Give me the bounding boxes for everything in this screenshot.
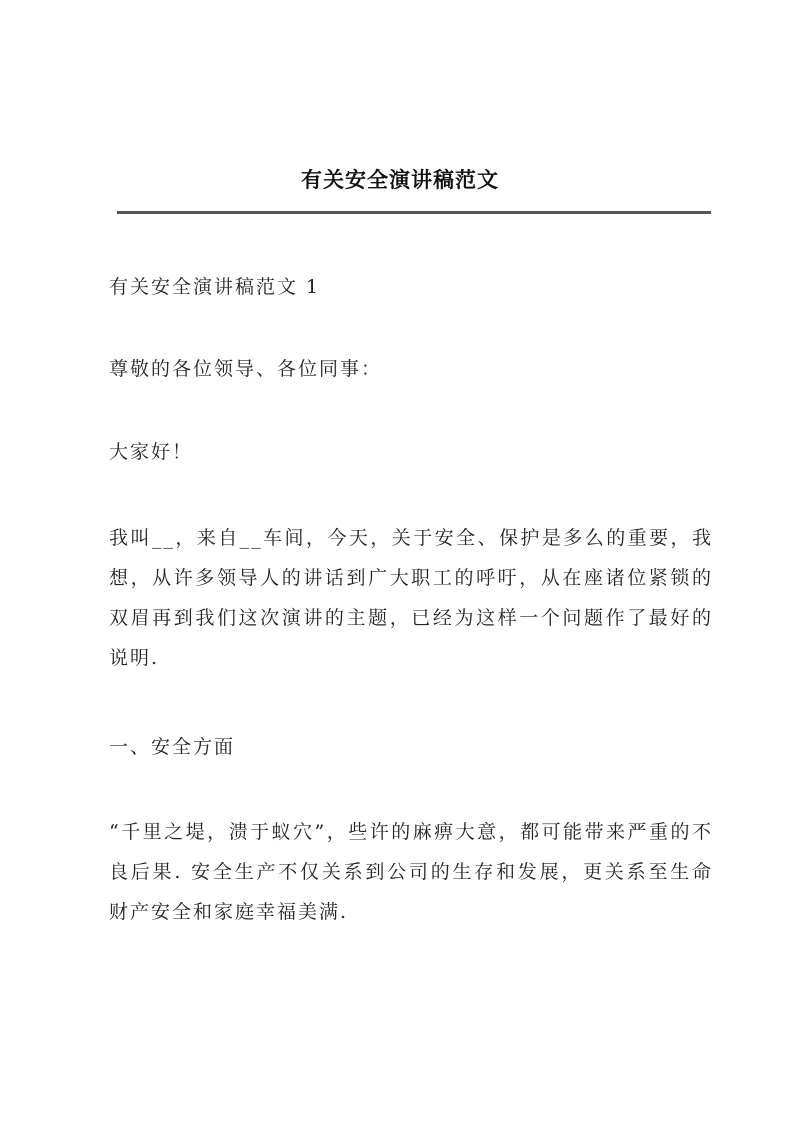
section-heading: 有关安全演讲稿范文 1 (109, 276, 321, 298)
salutation: 尊敬的各位领导、各位同事： (109, 358, 383, 380)
title-divider (117, 211, 711, 214)
greeting: 大家好！ (109, 441, 194, 463)
subheading-safety: 一、安全方面 (109, 736, 236, 758)
body-paragraph-safety: “千里之堤，溃于蚁穴”，些许的麻痹大意，都可能带来严重的不良后果. 安全生产不仅关系到公司的生存和发展，更关系至生命财产安全和家庭幸福美满. (109, 821, 713, 923)
body-paragraph-intro: 我叫__，来自__车间，今天，关于安全、保护是多么的重要，我想，从许多领导人的讲话到广大职工的呼吁，从在座诸位紧锁的双眉再到我们这次演讲的主题，已经为这样一个问题作了最好的说明. (109, 527, 713, 669)
page-title: 有关安全演讲稿范文 (301, 167, 499, 192)
